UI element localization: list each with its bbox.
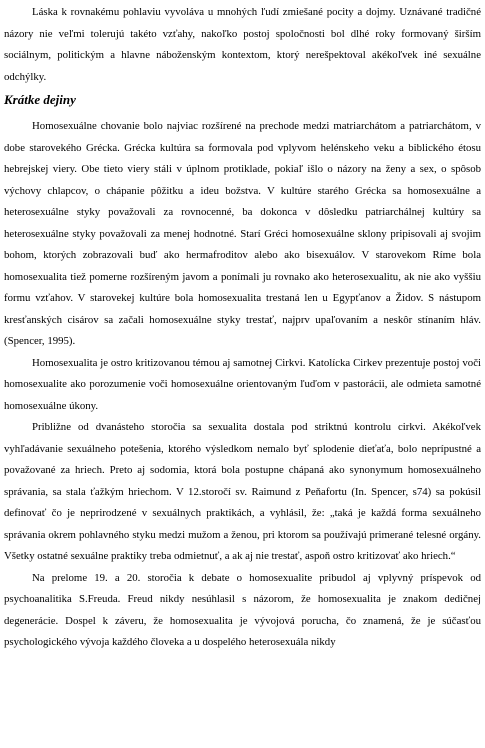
- paragraph-church[interactable]: Homosexualita je ostro kritizovanou témou aj samotnej Cirkvi. Katolícka Cirkev prezentuje postoj voči homosexualite ako porozumenie voči homosexuálne orientovaným ľuďom v pastorácii, ale odmieta samotné homosexuálne úkony.: [4, 356, 481, 412]
- section-heading[interactable]: Krátke dejiny: [4, 92, 76, 107]
- paragraph-history[interactable]: Homosexuálne chovanie bolo najviac rozšírené na prechode medzi matriarchátom a patriarchátom, v dobe starovekého Grécka. Grécka kultúra sa formovala pod vplyvom helénskeho veku a biblického étosu hebrejskej viery. Obe tieto viery stáli v úplnom protiklade, pokiaľ išlo o názory na ženy a sex, o spôsob výchovy chlapcov, o chápanie pôžitku a ideu božstva. V kultúre starého Grécka sa homosexuálne a heterosexuálne styky považovali za rovnocenné, ba dokonca v dôsledku patriarchálnej kultúry sa heterosexuálne styky považovali za menej hodnotné. Starí Gréci homosexuálne sklony pripisovali aj svojim bohom, ktorých zobrazovali buď ako hermafroditov alebo ako bisexuálov. V starovekom Ríme bola homosexualita tiež pomerne rozšíreným javom a ponímali ju rovnako ako heterosexualitu, ak nie ako vyššiu formu vzťahov. V starovekej kultúre bola homosexualita trestaná len u Egypťanov a Židov. S nástupom kresťanských cisárov sa začali homosexuálne styky trestať, najprv upaľovaním a neskôr stínaním hláv. (Spencer, 1995).: [4, 120, 481, 347]
- intro-paragraph[interactable]: Láska k rovnakému pohlaviu vyvoláva u mnohých ľudí zmiešané pocity a dojmy. Uznávané tradičné názory nie veľmi tolerujú takéto vzťahy, nakoľko postoj spoločnosti bol dlhé roky formovaný širším sociálnym, politickým a hlavne náboženským kontextom, ktorý nerešpektoval akékoľvek iné sexuálne odchýlky.: [4, 6, 481, 83]
- paragraph-freud[interactable]: Na prelome 19. a 20. storočia k debate o homosexualite pribudol aj vplyvný príspevok od psychoanalitika S.Freuda. Freud nikdy nesúhlasil s názorom, že homosexualita je znakom dedičnej degenerácie. Dospel k záveru, že homosexualita je vývojová porucha, čo znamená, že je súčasťou psychologického vývoja každého človeka a u dospelého heterosexuála nikdy: [4, 571, 481, 648]
- paragraph-twelfth-century[interactable]: Približne od dvanásteho storočia sa sexualita dostala pod striktnú kontrolu cirkvi. Akékoľvek vyhľadávanie sexuálneho potešenia, ktorého výsledkom nemalo byť splodenie dieťaťa, bolo neprípustné a považované za hriech. Preto aj sodomia, ktorá bola postupne chápaná ako synonymum homosexuálneho správania, sa stala ťažkým hriechom. V 12.storočí sv. Raimund z Peňafortu (In. Spencer, s74) sa pokúsil definovať čo je neprirodzené v sexuálnych praktikách, a vyhlásil, že: „taká je každá forma sexuálneho správania okrem pohlavného styku medzi mužom a ženou, pri ktorom sa používajú primerané telesné orgány. Všetky ostatné sexuálne praktiky treba odmietnuť, a ak aj nie trestať, aspoň ostro kritizovať ako hriech.“: [4, 421, 481, 562]
